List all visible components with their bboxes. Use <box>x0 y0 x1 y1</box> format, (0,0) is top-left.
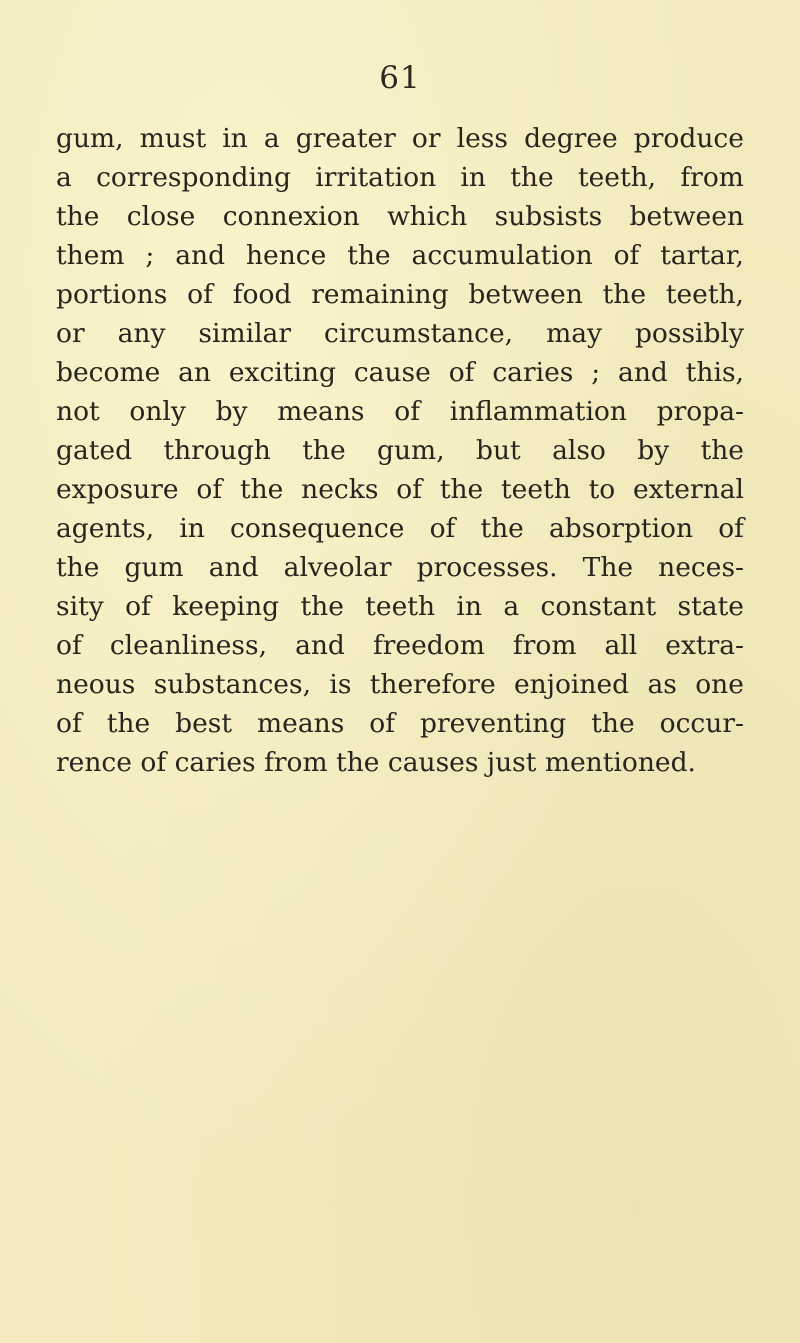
word: gum, <box>56 123 124 154</box>
word: not <box>56 396 100 427</box>
word: external <box>633 474 744 505</box>
text-line <box>56 197 744 236</box>
word: of <box>56 630 82 661</box>
word: and <box>175 240 226 271</box>
word: as <box>647 669 677 700</box>
word: inflammation <box>449 396 627 427</box>
word: absorption <box>548 513 694 544</box>
word: the <box>480 513 524 544</box>
word: caries <box>492 357 574 388</box>
word: and <box>208 552 259 583</box>
word: between <box>629 201 744 232</box>
word: of <box>56 708 82 739</box>
text-line <box>56 431 744 470</box>
word: subsists <box>494 201 603 232</box>
word: remaining <box>311 279 449 310</box>
word: a <box>56 162 72 193</box>
word: gated <box>56 435 133 466</box>
word: and <box>295 630 345 661</box>
word: all <box>604 630 638 661</box>
word: the <box>591 708 635 739</box>
word: corresponding <box>96 162 291 193</box>
word: the <box>336 747 388 778</box>
word: preventing <box>420 708 567 739</box>
word: the <box>347 240 391 271</box>
word: consequence <box>229 513 405 544</box>
word: a <box>503 591 520 622</box>
word: of <box>125 591 151 622</box>
word: similar <box>198 318 292 349</box>
word: accumulation <box>411 240 593 271</box>
word: the <box>300 591 344 622</box>
word: means <box>257 708 345 739</box>
text-line <box>56 470 744 509</box>
word: produce <box>633 123 744 154</box>
text-line <box>56 236 744 275</box>
word: the <box>239 474 284 505</box>
word: cleanliness, <box>109 630 268 661</box>
word: greater <box>295 123 396 154</box>
word: or <box>411 123 441 154</box>
word: best <box>175 708 233 739</box>
word: teeth, <box>665 279 744 310</box>
body-text <box>56 119 744 782</box>
word: them <box>56 240 125 271</box>
word: freedom <box>372 630 485 661</box>
word: and <box>618 357 668 388</box>
text-line <box>56 509 744 548</box>
word: may <box>546 318 602 349</box>
word: possibly <box>634 318 744 349</box>
word: food <box>232 279 292 310</box>
word: gum, <box>377 435 445 466</box>
word: by <box>637 435 670 466</box>
word: neous <box>56 669 136 700</box>
word: just <box>486 747 545 778</box>
page-number: 61 <box>379 60 421 96</box>
word: of <box>429 513 456 544</box>
word: of <box>140 747 175 778</box>
word: which <box>387 201 468 232</box>
word: or <box>56 318 85 349</box>
word: the <box>510 162 554 193</box>
word: teeth, <box>577 162 657 193</box>
word: extra- <box>665 630 744 661</box>
word: to <box>588 474 616 505</box>
word: alveolar <box>283 552 392 583</box>
word: neces- <box>658 552 744 583</box>
word: the <box>56 201 100 232</box>
word: mentioned. <box>544 747 696 778</box>
word: but <box>476 435 521 466</box>
word: by <box>215 396 248 427</box>
word: in <box>460 162 486 193</box>
word: through <box>163 435 271 466</box>
word: substances, <box>153 669 312 700</box>
word: means <box>277 396 365 427</box>
word: a <box>263 123 280 154</box>
text-line <box>56 704 744 743</box>
word: of <box>196 474 223 505</box>
word: exciting <box>228 357 336 388</box>
word: from <box>680 162 744 193</box>
word: from <box>264 747 337 778</box>
text-line <box>56 275 744 314</box>
text-line <box>56 392 744 431</box>
word: ; <box>145 240 155 271</box>
word: the <box>302 435 346 466</box>
word: caries <box>174 747 265 778</box>
word: propa- <box>656 396 744 427</box>
word: is <box>329 669 352 700</box>
word: become <box>56 357 161 388</box>
word: of <box>394 396 420 427</box>
word: must <box>139 123 207 154</box>
word: in <box>179 513 205 544</box>
word: processes. <box>416 552 558 583</box>
text-line <box>56 119 744 158</box>
word: any <box>117 318 166 349</box>
word: keeping <box>172 591 280 622</box>
word: in <box>222 123 248 154</box>
word: between <box>468 279 583 310</box>
word: only <box>129 396 186 427</box>
text-line <box>56 548 744 587</box>
word: exposure <box>56 474 179 505</box>
word: degree <box>524 123 618 154</box>
word: tartar, <box>660 240 744 271</box>
word: ; <box>591 357 601 388</box>
word: gum <box>124 552 184 583</box>
word: The <box>582 552 634 583</box>
word: of <box>187 279 213 310</box>
text-line <box>56 314 744 353</box>
word: constant <box>540 591 657 622</box>
word: this, <box>685 357 744 388</box>
text-line <box>56 743 744 782</box>
word: from <box>512 630 577 661</box>
word: therefore <box>369 669 496 700</box>
word: rence <box>56 747 141 778</box>
word: also <box>552 435 606 466</box>
word: necks <box>301 474 379 505</box>
word: the <box>439 474 484 505</box>
word: irritation <box>315 162 437 193</box>
text-line <box>56 587 744 626</box>
word: circumstance, <box>324 318 514 349</box>
word: state <box>677 591 744 622</box>
text-line <box>56 665 744 704</box>
word: agents, <box>56 513 155 544</box>
text-line <box>56 158 744 197</box>
word: less <box>456 123 508 154</box>
word: of <box>718 513 744 544</box>
word: occur- <box>659 708 744 739</box>
text-line <box>56 353 744 392</box>
word: close <box>126 201 196 232</box>
word: the <box>56 552 100 583</box>
word: hence <box>245 240 327 271</box>
text-line <box>56 626 744 665</box>
word: cause <box>353 357 431 388</box>
word: the <box>700 435 744 466</box>
word: of <box>613 240 640 271</box>
word: of <box>448 357 475 388</box>
word: connexion <box>222 201 360 232</box>
word: sity <box>56 591 104 622</box>
word: teeth <box>501 474 571 505</box>
word: causes <box>387 747 487 778</box>
word: enjoined <box>514 669 630 700</box>
word: of <box>396 474 422 505</box>
word: the <box>106 708 151 739</box>
word: in <box>456 591 482 622</box>
word: portions <box>56 279 168 310</box>
word: the <box>602 279 647 310</box>
word: an <box>178 357 211 388</box>
word: of <box>369 708 396 739</box>
word: teeth <box>365 591 436 622</box>
word: one <box>695 669 744 700</box>
